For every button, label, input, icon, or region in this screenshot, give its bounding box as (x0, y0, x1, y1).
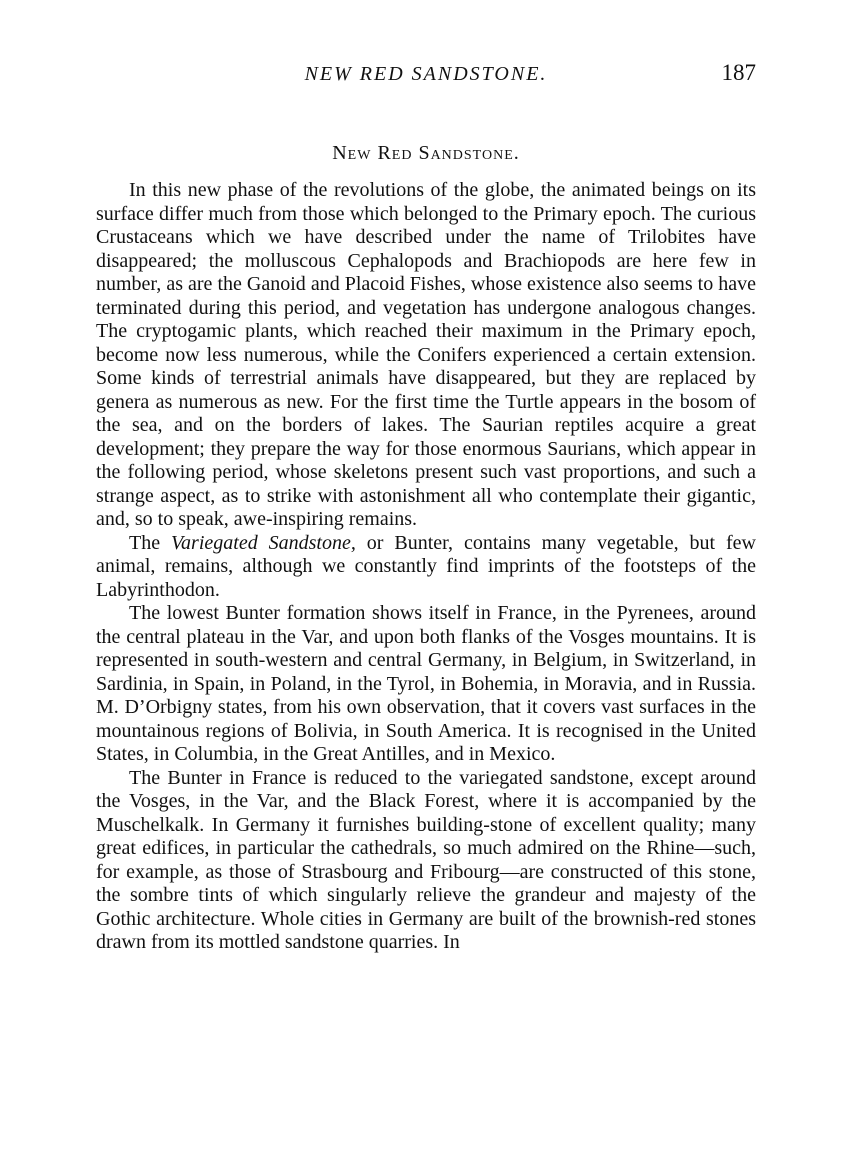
paragraph-2-rest: or Bunter, contains many vegetable, but few animal, remains, although we constantly find imprints of the footsteps of the Labyrinthodon. (96, 531, 756, 601)
paragraph-2-lead: The (129, 531, 172, 554)
paragraph-1: In this new phase of the revolutions of the globe, the animated beings on its surface differ much from those which belonged to the Primary epoch. The curious Crustaceans which we have described under the name of Trilobites have disappeared; the molluscous Cephalopods and Brachiopods are here few in number, as are the Ganoid and Placoid Fishes, whose existence also seems to have terminated during this period, and vegetation has undergone analogous changes. The cryptogamic plants, which reached their maximum in the Primary epoch, become now less numerous, while the Conifers experienced a certain extension. Some kinds of terrestrial animals have disappeared, but they are replaced by genera as numerous as new. For the first time the Turtle appears in the bosom of the sea, and on the borders of lakes. The Saurian reptiles acquire a great development; they prepare the way for those enormous Saurians, which appear in the following period, whose skeletons present such vast proportions, and such a strange aspect, as to strike with astonishment all who contemplate their gigantic, and, so to speak, awe-inspiring remains. (96, 179, 756, 530)
paragraph-2-italic-term: Variegated Sandstone, (171, 531, 356, 554)
paragraph-3: The lowest Bunter formation shows itself in France, in the Pyrenees, around the central plateau in the Var, and upon both flanks of the Vosges mountains. It is represented in south-western and central Germany, in Belgium, in Switzerland, in Sardinia, in Spain, in Poland, in the Tyrol, in Bohemia, in Moravia, and in Russia. M. D’Orbigny states, from his own observation, that it covers vast surfaces in the mountainous regions of Bolivia, in South America. It is recognised in the United States, in Columbia, in the Great Antilles, and in Mexico. (96, 602, 756, 765)
page-number: 187 (721, 60, 756, 85)
paragraph-4: The Bunter in France is reduced to the variegated sandstone, except around the Vosges, in the Var, and the Black Forest, where it is accompanied by the Muschelkalk. In Germany it furnishes building-stone of excellent quality; many great edifices, in particular the cathedrals, so much admired on the Rhine—such, for example, as those of Strasbourg and Fribourg—are constructed of this stone, the sombre tints of which singularly relieve the grandeur and majesty of the Gothic architecture. Whole cities in Germany are built of the brownish-red stones drawn from its mottled sandstone quarries. In (96, 766, 756, 953)
book-page (96, 60, 756, 955)
running-header (96, 60, 756, 90)
running-title: NEW RED SANDSTONE. (304, 63, 548, 85)
section-heading: New Red Sandstone. (332, 142, 520, 164)
body-text (96, 179, 756, 955)
paragraph-2 (96, 532, 756, 603)
